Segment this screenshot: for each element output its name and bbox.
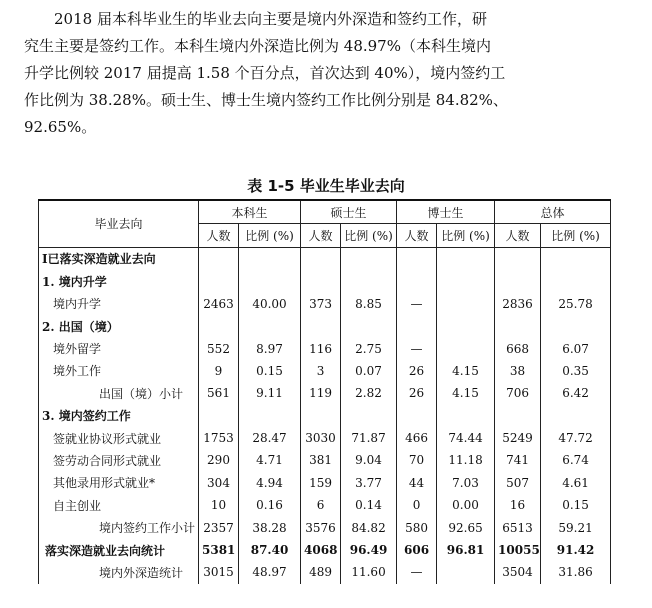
intro-paragraph — [24, 6, 628, 141]
count-cell: 5381 — [199, 539, 239, 561]
ratio-cell: 11.60 — [341, 561, 397, 583]
row-label: 其他录用形式就业* — [39, 472, 199, 494]
paragraph-line: 2018 届本科毕业生的毕业去向主要是境内外深造和签约工作，研 — [54, 10, 487, 28]
count-cell: 5249 — [495, 427, 541, 449]
sub-header-ratio: 比例 (%) — [541, 224, 611, 247]
ratio-cell — [541, 315, 611, 337]
row-label: 出国（境）小计 — [39, 382, 199, 404]
ratio-cell: 96.81 — [437, 539, 495, 561]
count-cell — [495, 315, 541, 337]
table-row — [39, 315, 611, 337]
paragraph-line: 究生主要是签约工作。本科生境内外深造比例为 48.97%（本科生境内 — [24, 37, 491, 55]
count-cell: 70 — [397, 449, 437, 471]
count-cell: 3015 — [199, 561, 239, 583]
group-header-undergrad: 本科生 — [199, 200, 301, 224]
ratio-cell: 4.71 — [239, 449, 301, 471]
group-header-master: 硕士生 — [301, 200, 397, 224]
count-cell: 10055 — [495, 539, 541, 561]
count-cell — [301, 315, 341, 337]
count-cell: 3030 — [301, 427, 341, 449]
ratio-cell: 4.15 — [437, 360, 495, 382]
ratio-cell — [239, 315, 301, 337]
count-cell: 741 — [495, 449, 541, 471]
table-row — [39, 516, 611, 538]
row-label: 境外留学 — [39, 337, 199, 359]
table-row — [39, 270, 611, 292]
paragraph-line: 升学比例较 2017 届提高 1.58 个百分点，首次达到 40%），境内签约工 — [24, 64, 506, 82]
ratio-cell: 3.77 — [341, 472, 397, 494]
count-cell: 159 — [301, 472, 341, 494]
count-cell: 706 — [495, 382, 541, 404]
sub-header-count: 人数 — [397, 224, 437, 247]
count-cell: 3576 — [301, 516, 341, 538]
ratio-cell: 6.07 — [541, 337, 611, 359]
sub-header-count: 人数 — [199, 224, 239, 247]
count-cell: 2836 — [495, 293, 541, 315]
count-cell: 26 — [397, 382, 437, 404]
paragraph-line: 92.65%。 — [24, 118, 97, 136]
count-cell: 606 — [397, 539, 437, 561]
ratio-cell — [541, 247, 611, 270]
table-caption: 表 1-5 毕业生毕业去向 — [247, 177, 405, 195]
ratio-cell: 2.75 — [341, 337, 397, 359]
ratio-cell: 7.03 — [437, 472, 495, 494]
table-row — [39, 494, 611, 516]
count-cell: 16 — [495, 494, 541, 516]
ratio-cell — [341, 315, 397, 337]
table-row — [39, 427, 611, 449]
count-cell: 489 — [301, 561, 341, 583]
ratio-cell — [239, 247, 301, 270]
count-cell — [199, 270, 239, 292]
ratio-cell: 6.74 — [541, 449, 611, 471]
table-row — [39, 382, 611, 404]
count-cell: 119 — [301, 382, 341, 404]
count-cell: 6513 — [495, 516, 541, 538]
row-label: 落实深造就业去向统计 — [39, 539, 199, 561]
count-cell — [199, 247, 239, 270]
sub-header-ratio: 比例 (%) — [437, 224, 495, 247]
sub-header-count: 人数 — [495, 224, 541, 247]
count-cell — [301, 247, 341, 270]
count-cell: 466 — [397, 427, 437, 449]
sub-header-ratio: 比例 (%) — [239, 224, 301, 247]
sub-header-ratio: 比例 (%) — [341, 224, 397, 247]
ratio-cell — [437, 405, 495, 427]
count-cell — [301, 405, 341, 427]
row-label: 1. 境内升学 — [39, 270, 199, 292]
ratio-cell — [341, 247, 397, 270]
ratio-cell: 0.15 — [239, 360, 301, 382]
ratio-cell: 92.65 — [437, 516, 495, 538]
row-label: 签劳动合同形式就业 — [39, 449, 199, 471]
ratio-cell — [437, 293, 495, 315]
count-cell: 552 — [199, 337, 239, 359]
table-row — [39, 405, 611, 427]
row-label: 自主创业 — [39, 494, 199, 516]
count-cell: 2463 — [199, 293, 239, 315]
row-label: 境内升学 — [39, 293, 199, 315]
count-cell: 580 — [397, 516, 437, 538]
ratio-cell — [541, 270, 611, 292]
ratio-cell: 9.11 — [239, 382, 301, 404]
count-cell: 3504 — [495, 561, 541, 583]
ratio-cell: 6.42 — [541, 382, 611, 404]
ratio-cell: 71.87 — [341, 427, 397, 449]
ratio-cell: 4.94 — [239, 472, 301, 494]
count-cell: 4068 — [301, 539, 341, 561]
count-cell: 3 — [301, 360, 341, 382]
ratio-cell — [541, 405, 611, 427]
count-cell — [397, 270, 437, 292]
count-cell: 290 — [199, 449, 239, 471]
ratio-cell: 59.21 — [541, 516, 611, 538]
ratio-cell: 28.47 — [239, 427, 301, 449]
count-cell: 6 — [301, 494, 341, 516]
table-row — [39, 539, 611, 561]
row-label: 2. 出国（境） — [39, 315, 199, 337]
ratio-cell — [239, 405, 301, 427]
ratio-cell: 8.97 — [239, 337, 301, 359]
count-cell: 668 — [495, 337, 541, 359]
ratio-cell: 25.78 — [541, 293, 611, 315]
ratio-cell — [437, 337, 495, 359]
count-cell: — — [397, 293, 437, 315]
ratio-cell — [341, 405, 397, 427]
ratio-cell: 0.35 — [541, 360, 611, 382]
table-row — [39, 337, 611, 359]
ratio-cell: 4.61 — [541, 472, 611, 494]
ratio-cell: 0.00 — [437, 494, 495, 516]
ratio-cell — [341, 270, 397, 292]
count-cell — [495, 247, 541, 270]
ratio-cell: 38.28 — [239, 516, 301, 538]
ratio-cell: 87.40 — [239, 539, 301, 561]
ratio-cell — [239, 270, 301, 292]
ratio-cell — [437, 315, 495, 337]
ratio-cell: 40.00 — [239, 293, 301, 315]
row-label-header: 毕业去向 — [39, 200, 199, 247]
ratio-cell: 0.07 — [341, 360, 397, 382]
ratio-cell: 74.44 — [437, 427, 495, 449]
graduate-destination-table — [38, 199, 611, 584]
table-row — [39, 561, 611, 583]
count-cell — [397, 247, 437, 270]
group-header-doctor: 博士生 — [397, 200, 495, 224]
count-cell: 1753 — [199, 427, 239, 449]
count-cell: 116 — [301, 337, 341, 359]
count-cell: 38 — [495, 360, 541, 382]
count-cell: 304 — [199, 472, 239, 494]
count-cell: — — [397, 337, 437, 359]
ratio-cell: 47.72 — [541, 427, 611, 449]
ratio-cell: 0.14 — [341, 494, 397, 516]
table-row — [39, 472, 611, 494]
ratio-cell: 48.97 — [239, 561, 301, 583]
ratio-cell: 0.15 — [541, 494, 611, 516]
ratio-cell: 9.04 — [341, 449, 397, 471]
count-cell: — — [397, 561, 437, 583]
count-cell: 44 — [397, 472, 437, 494]
table-row — [39, 360, 611, 382]
sub-header-count: 人数 — [301, 224, 341, 247]
row-label: 3. 境内签约工作 — [39, 405, 199, 427]
ratio-cell: 8.85 — [341, 293, 397, 315]
count-cell: 10 — [199, 494, 239, 516]
table-row — [39, 293, 611, 315]
ratio-cell: 11.18 — [437, 449, 495, 471]
table-row — [39, 449, 611, 471]
count-cell — [495, 405, 541, 427]
ratio-cell: 4.15 — [437, 382, 495, 404]
count-cell — [397, 315, 437, 337]
count-cell — [199, 405, 239, 427]
ratio-cell: 31.86 — [541, 561, 611, 583]
ratio-cell: 84.82 — [341, 516, 397, 538]
count-cell: 2357 — [199, 516, 239, 538]
row-label: 签就业协议形式就业 — [39, 427, 199, 449]
count-cell: 507 — [495, 472, 541, 494]
ratio-cell: 96.49 — [341, 539, 397, 561]
row-label: Ⅰ已落实深造就业去向 — [39, 247, 199, 270]
table-row — [39, 247, 611, 270]
count-cell: 373 — [301, 293, 341, 315]
count-cell: 0 — [397, 494, 437, 516]
count-cell — [397, 405, 437, 427]
count-cell: 9 — [199, 360, 239, 382]
count-cell — [301, 270, 341, 292]
ratio-cell — [437, 561, 495, 583]
row-label: 境内外深造统计 — [39, 561, 199, 583]
row-label: 境外工作 — [39, 360, 199, 382]
count-cell — [495, 270, 541, 292]
count-cell: 561 — [199, 382, 239, 404]
count-cell — [199, 315, 239, 337]
ratio-cell — [437, 247, 495, 270]
ratio-cell: 2.82 — [341, 382, 397, 404]
ratio-cell — [437, 270, 495, 292]
row-label: 境内签约工作小计 — [39, 516, 199, 538]
paragraph-line: 作比例为 38.28%。硕士生、博士生境内签约工作比例分别是 84.82%、 — [24, 91, 508, 109]
group-header-overall: 总体 — [495, 200, 611, 224]
ratio-cell: 91.42 — [541, 539, 611, 561]
count-cell: 381 — [301, 449, 341, 471]
ratio-cell: 0.16 — [239, 494, 301, 516]
count-cell: 26 — [397, 360, 437, 382]
